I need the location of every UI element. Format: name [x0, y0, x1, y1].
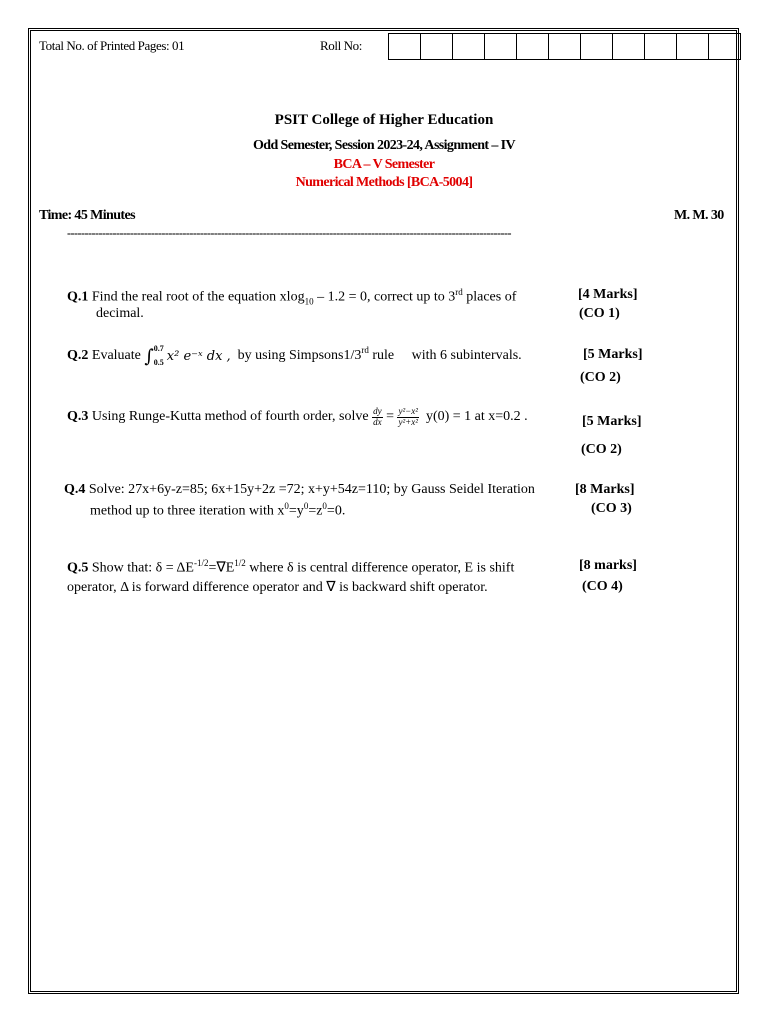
question-3-marks: [5 Marks]	[582, 414, 642, 429]
question-4-marks: [8 Marks]	[575, 482, 635, 497]
max-marks-label: M. M. 30	[674, 208, 724, 223]
question-4-line-2: method up to three iteration with $x^0=y^0=z^0=0$.	[90, 501, 346, 519]
question-5-co: (CO 4)	[582, 579, 623, 594]
printed-pages-label: Total No. of Printed Pages: 01	[39, 38, 185, 53]
question-4-line-1: Q.4 Solve: 27x+6y-z=85; 6x+15y+2z =72; x+y+54z=110; by Gauss Seidel Iteration	[64, 482, 535, 497]
question-3-co: (CO 2)	[581, 442, 622, 457]
question-5-marks: [8 marks]	[579, 558, 637, 573]
question-2-marks: [5 Marks]	[583, 347, 643, 362]
question-5-line-1: Q.5 Show that: $\delta = \Delta E^{-1/2}=\nabla E^{1/2}$ where δ is central difference operator, E is shift	[67, 558, 515, 576]
integral-sign: ∫	[144, 345, 154, 367]
question-4-co: (CO 3)	[591, 501, 632, 516]
session-line: Odd Semester, Session 2023-24, Assignment – IV	[252, 138, 516, 153]
question-1-co: (CO 1)	[579, 306, 620, 321]
question-number: Q.1	[67, 289, 89, 305]
roll-no-boxes	[389, 33, 741, 60]
roll-no-box[interactable]	[388, 33, 421, 60]
roll-no-box[interactable]	[548, 33, 581, 60]
question-3-line: Q.3 Using Runge-Kutta method of fourth order, solve $\frac{dy}{dx}$ = $\frac{\text{y²−x²}}{\text{y²+x²}}$ y(0) = 1 at x=0.2 .	[67, 406, 528, 427]
course-line: Numerical Methods [BCA-5004]	[295, 175, 473, 190]
college-name: PSIT College of Higher Education	[274, 112, 494, 128]
question-number: Q.4	[64, 482, 86, 497]
question-2-co: (CO 2)	[580, 370, 621, 385]
roll-no-box[interactable]	[516, 33, 549, 60]
roll-no-box[interactable]	[420, 33, 453, 60]
roll-no-box[interactable]	[452, 33, 485, 60]
roll-no-box[interactable]	[484, 33, 517, 60]
roll-no-label: Roll No:	[320, 38, 362, 53]
question-1-line-1: Q.1 Find the real root of the equation xlog$_{10}$ – 1.2 = 0, correct up to 3rd places of	[67, 287, 517, 307]
question-2-line: Q.2 Evaluate ∫ 0.7 0.5 x² e⁻ˣ dx , by using Simpsons1/3 $^{rd}$ rule with 6 subintervals.	[67, 344, 522, 367]
question-1-marks: [4 Marks]	[578, 287, 638, 302]
question-number: Q.3	[67, 409, 89, 425]
roll-no-box[interactable]	[612, 33, 645, 60]
roll-no-box[interactable]	[708, 33, 741, 60]
question-number: Q.2	[67, 348, 89, 363]
program-line: BCA – V Semester	[333, 157, 435, 172]
roll-no-box[interactable]	[644, 33, 677, 60]
rhs-fraction: $\frac{\text{y²−x²}}{\text{y²+x²}}$	[398, 406, 418, 427]
separator-line: -------------------------------------------------------------------------------------------------------------------------------	[67, 226, 512, 240]
question-1-line-2: decimal.	[96, 306, 144, 321]
question-5-line-2: operator, Δ is forward difference operator and ∇ is backward shift operator.	[67, 580, 488, 595]
time-label: Time: 45 Minutes	[39, 208, 135, 223]
derivative-fraction: $\frac{dy}{dx}$	[373, 406, 382, 427]
roll-no-box[interactable]	[676, 33, 709, 60]
roll-no-box[interactable]	[580, 33, 613, 60]
integrand: x² e⁻ˣ dx ,	[166, 348, 231, 364]
question-number: Q.5	[67, 560, 89, 576]
